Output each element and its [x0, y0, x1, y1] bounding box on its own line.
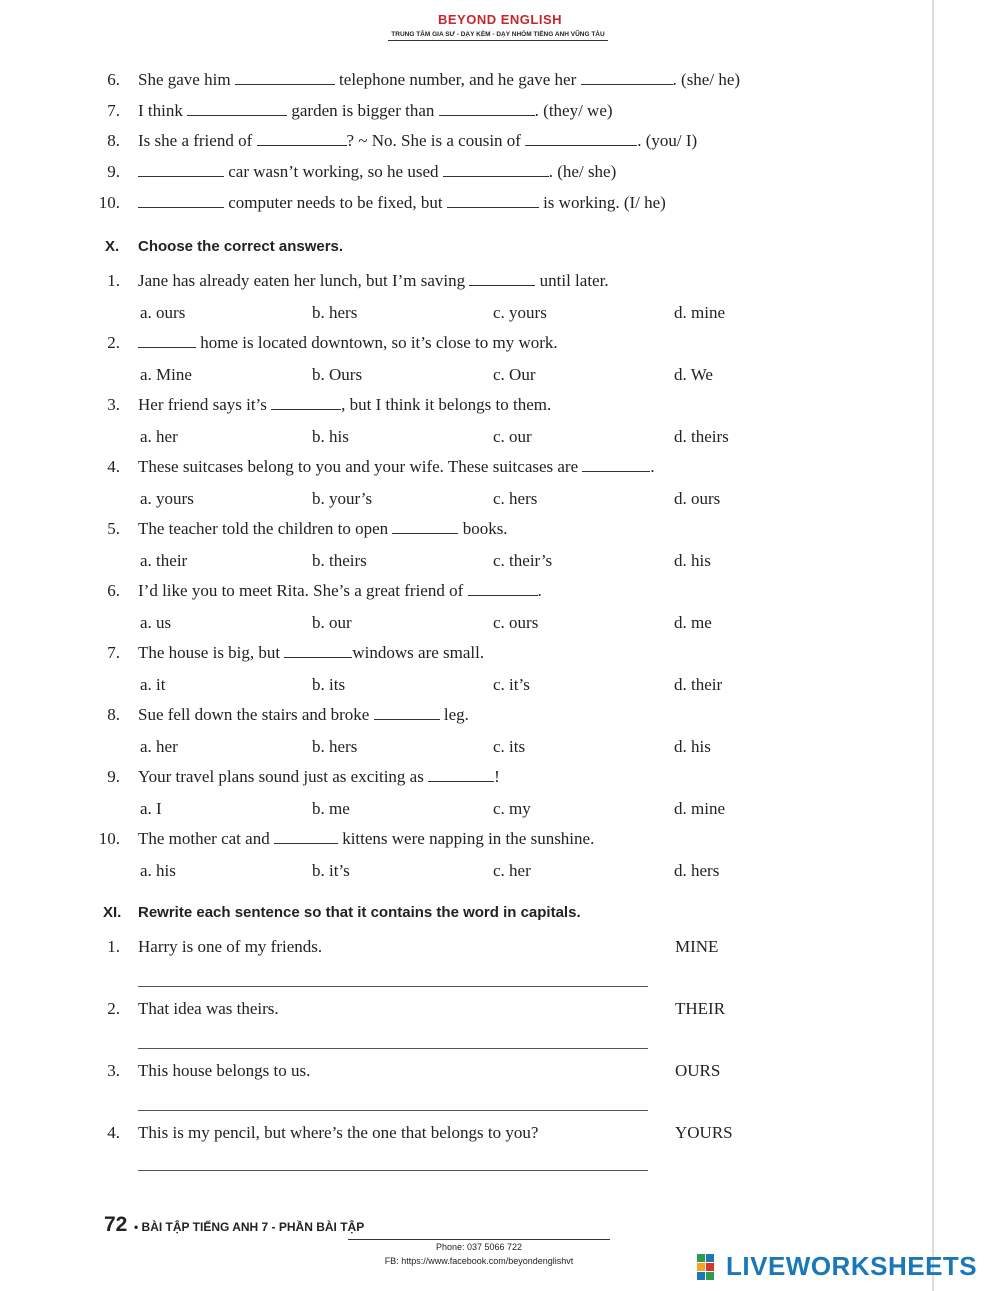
exercise-row [0, 70, 900, 92]
sentence-start: I think [138, 101, 183, 120]
question-row [0, 705, 900, 727]
liveworksheets-watermark: LIVEWORKSHEETS [726, 1251, 978, 1281]
section-x-label: X. [105, 238, 120, 255]
option-d[interactable]: d. We [674, 365, 713, 384]
section-xi-title: Rewrite each sentence so that it contains the word in capitals. [138, 904, 581, 921]
answer-blank[interactable] [138, 162, 224, 177]
exercise-sentence [138, 193, 666, 213]
question-text [138, 705, 469, 725]
option-a[interactable]: a. Mine [140, 365, 192, 384]
contact-facebook[interactable]: FB: https://www.facebook.com/beyondenglishvt [384, 1256, 574, 1266]
sentence-start: Is she a friend of [138, 131, 253, 150]
option-a[interactable]: a. us [140, 613, 172, 632]
option-a[interactable]: a. his [140, 861, 176, 880]
question-start: These suitcases belong to you and your wife. These suitcases are [138, 457, 579, 476]
option-d[interactable]: d. mine [674, 799, 725, 818]
option-c[interactable]: c. it’s [493, 675, 530, 694]
rewrite-number: 4. [107, 1123, 120, 1142]
rewrite-number: 3. [107, 1061, 120, 1080]
question-row [0, 395, 900, 417]
question-number: 3. [107, 395, 120, 414]
option-a[interactable]: a. her [140, 427, 178, 446]
option-b[interactable]: b. me [312, 799, 350, 818]
rewrite-sentence: Harry is one of my friends. [138, 937, 323, 956]
exercise-sentence [138, 162, 616, 182]
item-number: 9. [107, 162, 120, 181]
question-end: , but I think it belongs to them. [341, 395, 552, 414]
rewrite-answer-line[interactable] [138, 986, 648, 987]
option-d[interactable]: d. theirs [674, 427, 729, 446]
options-row [0, 799, 900, 821]
question-number: 1. [107, 271, 120, 290]
option-a[interactable]: a. yours [140, 489, 194, 508]
option-d[interactable]: d. hers [674, 861, 720, 880]
options-row [0, 675, 900, 697]
item-number: 6. [107, 70, 120, 89]
question-text [138, 271, 609, 291]
option-b[interactable]: b. his [312, 427, 349, 446]
option-a[interactable]: a. ours [140, 303, 186, 322]
brand-title: BEYOND ENGLISH [437, 12, 562, 27]
option-d[interactable]: d. their [674, 675, 723, 694]
answer-blank[interactable] [187, 101, 287, 116]
question-end: . [537, 581, 542, 600]
question-start: Jane has already eaten her lunch, but I’m saving [138, 271, 466, 290]
sentence-end: is working. (I/ he) [543, 193, 666, 212]
options-row [0, 613, 900, 635]
sentence-end: . (he/ she) [548, 162, 617, 181]
option-b[interactable]: b. hers [312, 303, 358, 322]
answer-blank[interactable] [439, 101, 535, 116]
option-d[interactable]: d. mine [674, 303, 725, 322]
question-text [138, 395, 551, 415]
answer-blank[interactable] [468, 581, 538, 596]
answer-blank[interactable] [138, 193, 224, 208]
answer-blank[interactable] [235, 70, 335, 85]
question-end: kittens were napping in the sunshine. [342, 829, 595, 848]
answer-blank[interactable] [582, 457, 650, 472]
answer-blank[interactable] [257, 131, 347, 146]
answer-blank[interactable] [447, 193, 539, 208]
option-d[interactable]: d. ours [674, 489, 721, 508]
question-end: . [650, 457, 655, 476]
question-end: home is located downtown, so it’s close to my work. [200, 333, 558, 352]
rewrite-row [0, 937, 900, 959]
option-b[interactable]: b. Ours [312, 365, 363, 384]
question-end: ! [494, 767, 500, 786]
option-b[interactable]: b. your’s [312, 489, 373, 508]
answer-blank[interactable] [284, 643, 352, 658]
option-b[interactable]: b. our [312, 613, 352, 632]
question-row [0, 767, 900, 789]
section-x-title: Choose the correct answers. [138, 238, 344, 255]
capital-word: THEIR [675, 999, 726, 1018]
answer-blank[interactable] [443, 162, 549, 177]
sentence-middle: computer needs to be fixed, but [228, 193, 443, 212]
option-c[interactable]: c. their’s [493, 551, 553, 570]
brand-subtitle: TRUNG TÂM GIA SƯ - DẠY KÈM - DẠY NHÓM TIẾNG ANH VŨNG TÀU [388, 31, 608, 41]
exercise-row [0, 131, 900, 153]
options-row [0, 489, 900, 511]
question-text [138, 457, 655, 477]
rewrite-number: 1. [107, 937, 120, 956]
option-b[interactable]: b. it’s [312, 861, 350, 880]
contact-phone: Phone: 037 5066 722 [435, 1242, 523, 1252]
rewrite-answer-line[interactable] [138, 1110, 648, 1111]
liveworksheets-logo-icon [697, 1254, 723, 1285]
answer-blank[interactable] [581, 70, 673, 85]
option-a[interactable]: a. it [140, 675, 166, 694]
exercise-row [0, 193, 900, 215]
option-c[interactable]: c. hers [493, 489, 538, 508]
option-b[interactable]: b. theirs [312, 551, 367, 570]
options-row [0, 861, 900, 883]
answer-blank[interactable] [428, 767, 494, 782]
question-number: 5. [107, 519, 120, 538]
rewrite-sentence: This house belongs to us. [138, 1061, 311, 1080]
question-start: Sue fell down the stairs and broke [138, 705, 370, 724]
book-title: • BÀI TẬP TIẾNG ANH 7 - PHẦN BÀI TẬP [134, 1220, 365, 1234]
question-text [138, 333, 558, 353]
option-c[interactable]: c. our [493, 427, 532, 446]
item-number: 10. [98, 193, 120, 212]
item-number: 7. [107, 101, 120, 120]
question-number: 8. [107, 705, 120, 724]
sentence-middle: car wasn’t working, so he used [228, 162, 439, 181]
question-number: 7. [107, 643, 120, 662]
capital-word: OURS [675, 1061, 721, 1080]
sentence-middle: ? ~ No. She is a cousin of [346, 131, 521, 150]
section-xi-label: XI. [103, 904, 122, 921]
rewrite-answer-line[interactable] [138, 1170, 648, 1171]
rewrite-row [0, 1061, 900, 1083]
question-text [138, 767, 500, 787]
exercise-sentence [138, 70, 740, 90]
sentence-end: . (they/ we) [534, 101, 613, 120]
capital-word: MINE [675, 937, 719, 956]
question-number: 6. [107, 581, 120, 600]
option-d[interactable]: d. his [674, 737, 711, 756]
options-row [0, 737, 900, 759]
question-end: windows are small. [352, 643, 485, 662]
question-text [138, 643, 484, 663]
question-text [138, 519, 508, 539]
page-edge-shadow [932, 0, 934, 1291]
rewrite-sentence: This is my pencil, but where’s the one that belongs to you? [138, 1123, 539, 1142]
sentence-middle: telephone number, and he gave her [339, 70, 577, 89]
option-a[interactable]: a. I [140, 799, 162, 818]
question-end: until later. [539, 271, 609, 290]
capital-word: YOURS [675, 1123, 733, 1142]
item-number: 8. [107, 131, 120, 150]
page-number: 72 [104, 1213, 128, 1236]
question-row [0, 581, 900, 603]
option-d[interactable]: d. his [674, 551, 711, 570]
option-b[interactable]: b. its [312, 675, 346, 694]
rewrite-row [0, 999, 900, 1021]
question-end: books. [462, 519, 508, 538]
question-start: The house is big, but [138, 643, 281, 662]
exercise-sentence [138, 101, 613, 121]
question-end: leg. [443, 705, 469, 724]
options-row [0, 551, 900, 573]
options-row [0, 303, 900, 325]
answer-blank[interactable] [274, 829, 338, 844]
question-start: Your travel plans sound just as exciting as [138, 767, 424, 786]
question-number: 2. [107, 333, 120, 352]
question-start: Her friend says it’s [138, 395, 267, 414]
option-a[interactable]: a. their [140, 551, 188, 570]
answer-blank[interactable] [374, 705, 440, 720]
question-number: 10. [98, 829, 120, 848]
answer-blank[interactable] [138, 333, 196, 348]
question-start: I’d like you to meet Rita. She’s a great friend of [138, 581, 464, 600]
answer-blank[interactable] [469, 271, 535, 286]
exercise-row [0, 101, 900, 123]
question-row [0, 519, 900, 541]
exercise-sentence [138, 131, 697, 151]
question-row [0, 271, 900, 293]
option-b[interactable]: b. hers [312, 737, 358, 756]
options-row [0, 427, 900, 449]
option-c[interactable]: c. her [493, 861, 531, 880]
rewrite-row [0, 1123, 900, 1145]
answer-blank[interactable] [271, 395, 341, 410]
question-text [138, 829, 594, 849]
options-row [0, 365, 900, 387]
option-c[interactable]: c. Our [493, 365, 536, 384]
option-c[interactable]: c. my [493, 799, 531, 818]
rewrite-answer-line[interactable] [138, 1048, 648, 1049]
footer-divider [348, 1239, 610, 1240]
option-a[interactable]: a. her [140, 737, 178, 756]
option-c[interactable]: c. its [493, 737, 526, 756]
question-number: 4. [107, 457, 120, 476]
answer-blank[interactable] [392, 519, 458, 534]
question-row [0, 829, 900, 851]
question-text [138, 581, 542, 601]
question-start: The mother cat and [138, 829, 270, 848]
rewrite-sentence: That idea was theirs. [138, 999, 279, 1018]
sentence-start: She gave him [138, 70, 231, 89]
option-c[interactable]: c. ours [493, 613, 539, 632]
sentence-end: . (you/ I) [637, 131, 698, 150]
question-row [0, 457, 900, 479]
answer-blank[interactable] [525, 131, 637, 146]
rewrite-number: 2. [107, 999, 120, 1018]
sentence-end: . (she/ he) [672, 70, 741, 89]
sentence-middle: garden is bigger than [291, 101, 435, 120]
option-d[interactable]: d. me [674, 613, 712, 632]
question-row [0, 643, 900, 665]
option-c[interactable]: c. yours [493, 303, 547, 322]
exercise-row [0, 162, 900, 184]
question-number: 9. [107, 767, 120, 786]
question-start: The teacher told the children to open [138, 519, 389, 538]
question-row [0, 333, 900, 355]
